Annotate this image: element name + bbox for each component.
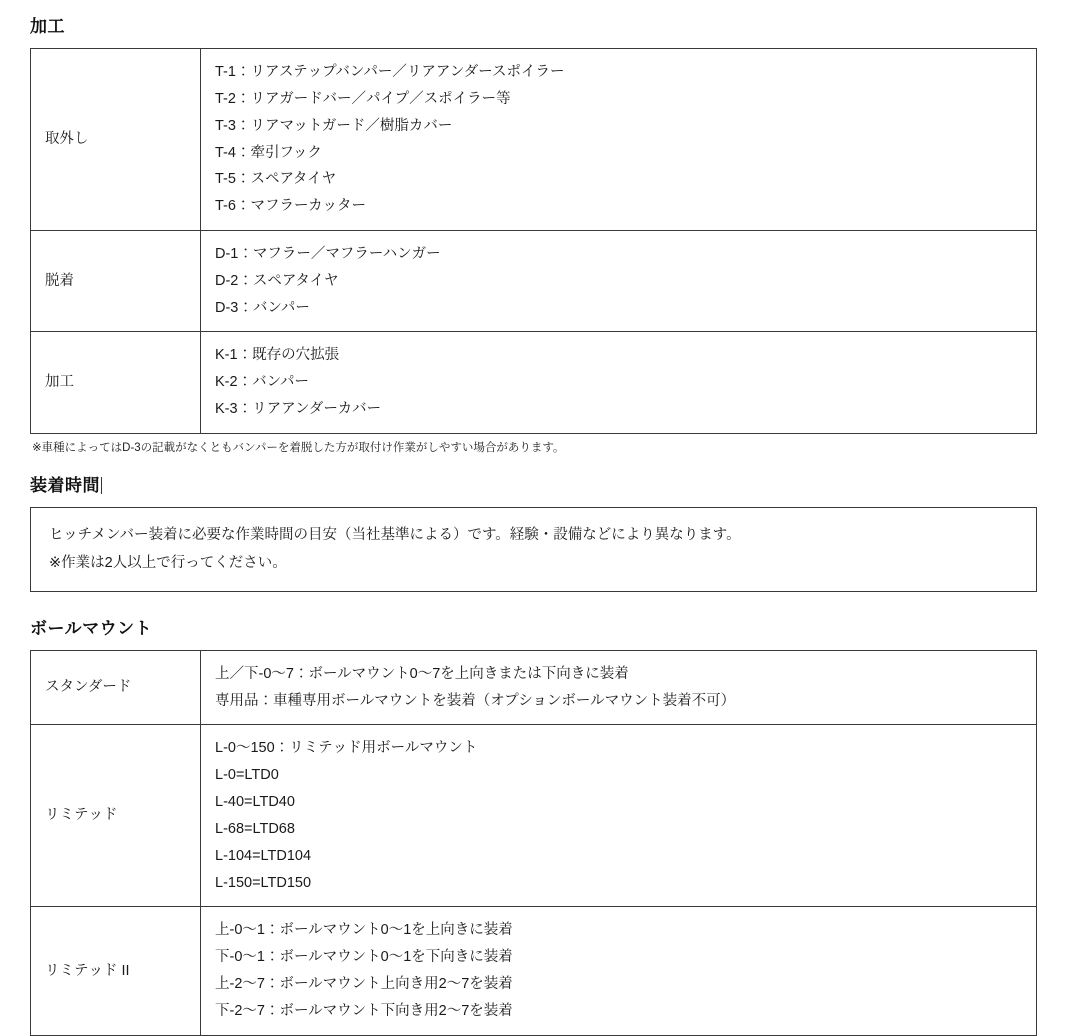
row-label: 取外し bbox=[31, 49, 201, 231]
row-line: L-68=LTD68 bbox=[215, 820, 295, 837]
row-line: 下-0〜1：ボールマウント0〜1を下向きに装着 bbox=[215, 949, 513, 966]
table-row bbox=[31, 49, 1037, 231]
row-line: T-5：スペアタイヤ bbox=[215, 171, 337, 188]
row-line: L-40=LTD40 bbox=[215, 794, 295, 811]
install-time-box bbox=[30, 507, 1037, 592]
row-body bbox=[201, 230, 1037, 331]
row-body bbox=[201, 907, 1037, 1035]
row-line: 専用品：車種専用ボールマウントを装着（オプションボールマウント装着不可） bbox=[215, 692, 736, 709]
install-time-line: ※作業は2人以上で行ってください。 bbox=[49, 555, 287, 572]
row-line: 上／下-0〜7：ボールマウント0〜7を上向きまたは下向きに装着 bbox=[215, 665, 629, 682]
row-label: 加工 bbox=[31, 332, 201, 433]
table-row bbox=[31, 907, 1037, 1035]
section-title-install-time: 装着時間 bbox=[30, 475, 1037, 497]
row-line: T-1：リアステップバンパー／リアアンダースポイラー bbox=[215, 64, 565, 81]
section-title-ball-mount: ボールマウント bbox=[30, 618, 153, 638]
row-line: T-2：リアガードバー／パイプ／スポイラー等 bbox=[215, 90, 511, 107]
row-line: L-104=LTD104 bbox=[215, 847, 312, 864]
row-label: スタンダード bbox=[31, 650, 201, 725]
row-line: T-4：牽引フック bbox=[215, 144, 322, 161]
table-row bbox=[31, 725, 1037, 907]
row-line: K-2：バンパー bbox=[215, 374, 310, 391]
row-line: T-6：マフラーカッター bbox=[215, 198, 367, 215]
row-label: リミテッド II bbox=[31, 907, 201, 1035]
row-body bbox=[201, 49, 1037, 231]
processing-table bbox=[30, 48, 1037, 434]
row-line: K-1：既存の穴拡張 bbox=[215, 347, 340, 364]
section-title-processing: 加工 bbox=[30, 17, 65, 36]
row-line: K-3：リアアンダーカバー bbox=[215, 401, 382, 418]
table-row bbox=[31, 650, 1037, 725]
row-line: D-2：スペアタイヤ bbox=[215, 272, 339, 289]
row-line: 上-2〜7：ボールマウント上向き用2〜7を装着 bbox=[215, 975, 513, 992]
row-body bbox=[201, 650, 1037, 725]
row-line: L-0=LTD0 bbox=[215, 767, 279, 784]
ball-mount-table bbox=[30, 650, 1037, 1036]
install-time-line: ヒッチメンバー装着に必要な作業時間の目安（当社基準による）です。経験・設備などにより異なります。 bbox=[49, 527, 741, 544]
row-line: 上-0〜1：ボールマウント0〜1を上向きに装着 bbox=[215, 922, 513, 939]
row-line: D-3：バンパー bbox=[215, 299, 310, 316]
row-label: リミテッド bbox=[31, 725, 201, 907]
table-row bbox=[31, 332, 1037, 433]
row-line: L-150=LTD150 bbox=[215, 874, 312, 891]
row-label: 脱着 bbox=[31, 230, 201, 331]
row-line: L-0〜150：リミテッド用ボールマウント bbox=[215, 740, 478, 757]
row-line: T-3：リアマットガード／樹脂カバー bbox=[215, 117, 453, 134]
row-body bbox=[201, 332, 1037, 433]
table-row bbox=[31, 230, 1037, 331]
row-line: 下-2〜7：ボールマウント下向き用2〜7を装着 bbox=[215, 1002, 513, 1019]
row-body bbox=[201, 725, 1037, 907]
row-line: D-1：マフラー／マフラーハンガー bbox=[215, 245, 441, 262]
processing-note: ※車種によってはD-3の記載がなくともバンパーを着脱した方が取付け作業がしやすい場合があります。 bbox=[32, 441, 565, 454]
